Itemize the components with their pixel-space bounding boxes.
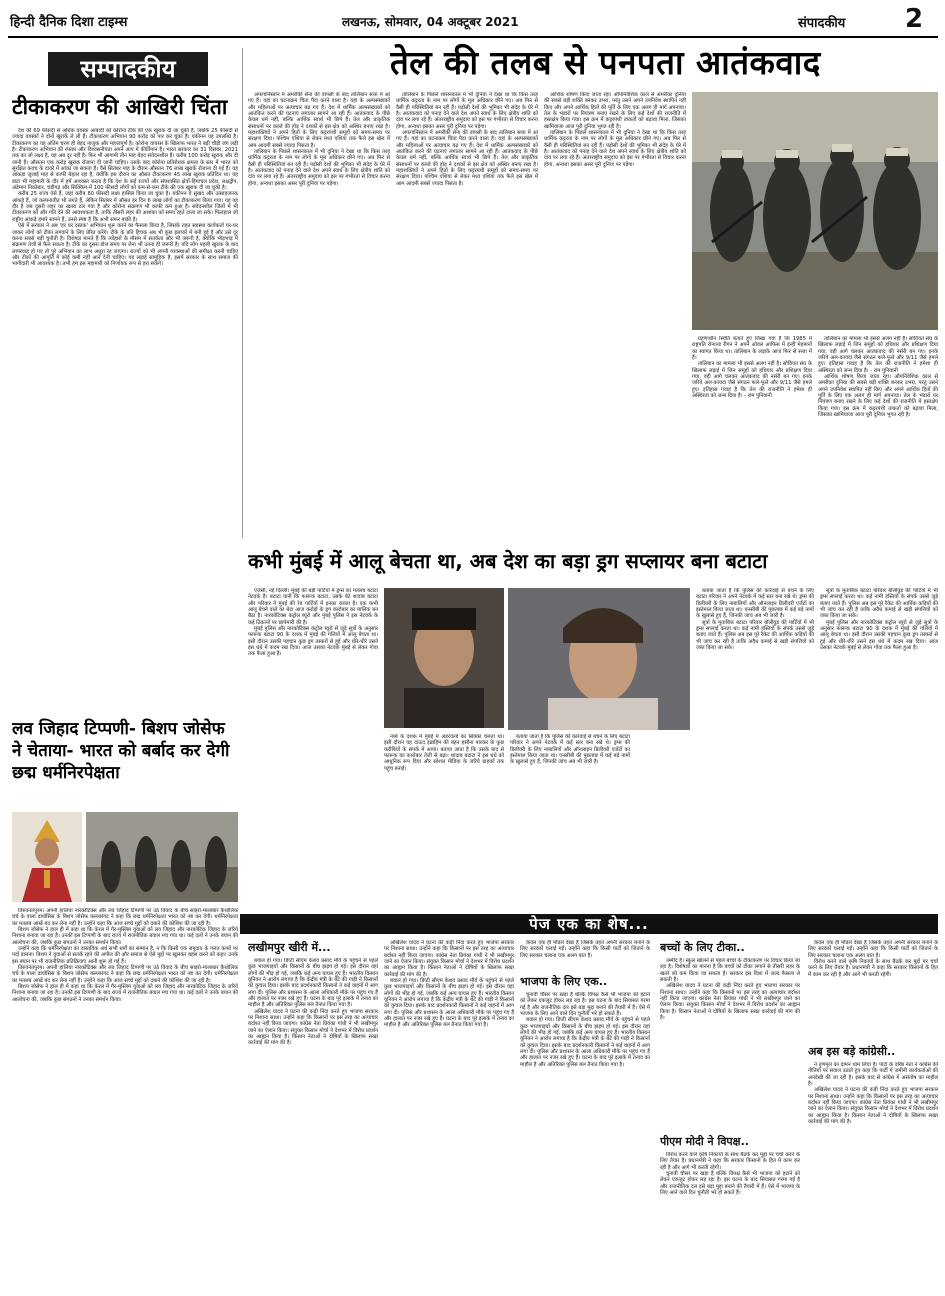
terror-column-2 [396, 92, 538, 535]
terror-photo-caption: ग्रहणाधीन स्थिति बताते हुए लिखा गया है कि 1985 में राष्ट्रपति रोनाल्ड रीगन ने अपने ओवल आफिस में इन्हीं मेहमानों का स्वागत किया था। तालिबान के लड़ाके आज फिर से सत्ता में हैं। [692, 336, 812, 362]
lakhimpur-paragraph: अखिलेश यादव ने घटना की कड़ी निंदा करते हुए भाजपा सरकार पर निशाना साधा। उन्होंने कहा कि किसानों पर इस तरह का अत्याचार बर्दाश्त नहीं किया जाएगा। कांग्रेस नेता प्रियंका गांधी ने भी लखीमपुर जाने का ऐलान किया। संयुक्त किसान मोर्चा ने देशभर में विरोध प्रदर्शन का आह्वान किया है। किसान नेताओं ने दोषियों के खिलाफ सख्त कार्रवाई की मांग की है। [248, 1008, 378, 1047]
children-vaccine-subhead: बच्चों के लिए टीका.. [660, 941, 745, 954]
terror-paragraph: अफगानिस्तान में अमरीकी सेना की वापसी के बाद तालिबान सत्ता में आ गए हैं। यहां का घटनाक्रम चिंता पैदा करने वाला है। यहां के अल्पसंख्यकों और महिलाओं पर अत्याचार बढ़ गए हैं। देश में धार्मिक अल्पसंख्यकों को आतंकित करने की घटनाएं लगातार सामने आ रही हैं। आतंकवाद के पीछे केवल धर्म नहीं, बल्कि आर्थिक स्वार्थ भी छिपे हैं। तेल और प्राकृतिक संसाधनों पर कब्जे की होड़ ने दशकों से इस क्षेत्र को अस्थिर बनाए रखा है। महाशक्तियों ने अपने हितों के लिए कट्टरपंथी समूहों को समय-समय पर संरक्षण दिया। पश्चिम एशिया से लेकर मध्य एशिया तक फैले इस खेल में आम आदमी सबसे ज्यादा पिसता है। [248, 92, 390, 149]
accused-photo-right [508, 588, 690, 730]
drug-headline: कभी मुंबई में आलू बेचता था, अब देश का बड़ा ड्रग सप्लायर बना बटाटा [248, 549, 768, 573]
lakhimpur-paragraph: बवाल हो गया। डिप्टी सीएम केशव प्रसाद मौर्य के पहुंचने से पहले कुछ भाजपाइयों और किसानों के बीच झड़प हो गई। इस दौरान वहां लोगों की भीड़ हो गई, जबकि कई अन्य घायल हुए हैं। भारतीय किसान यूनियन ने आरोप लगाया है कि केंद्रीय मंत्री के बेटे की गाड़ी ने किसानों को कुचल दिया। इसके बाद प्रदर्शनकारी किसानों ने कई वाहनों में आग लगा दी। पुलिस और प्रशासन के आला अधिकारी मौके पर पहुंच गए हैं और हालात पर नजर रखे हुए हैं। घटना के बाद पूरे इलाके में तनाव का माहौल है और अतिरिक्त पुलिस बल तैनात किया गया है। [248, 958, 378, 1009]
page-number: 2 [905, 6, 924, 34]
love-jihad-headline: लव जिहाद टिप्पणी- बिशप जोसेफ ने चेताया- भारत को बर्बाद कर देगी छद्म धर्मनिरपेक्षता [12, 719, 230, 783]
drug-paragraph: सूत्रों के मुताबिक बटाटा परिवार बॉलीवुड की पार्टियों में भी ड्रग्स सप्लाई करता था। कई नामी हस्तियों के संपर्क उससे जुड़े बताए जाते हैं। पुलिस अब इस पूरे रैकेट की आर्थिक कड़ियों की भी जांच कर रही है ताकि अवैध कमाई से खड़ी संपत्तियों को जब्त किया जा सके। [696, 619, 814, 652]
drug-column-4 [696, 588, 814, 908]
terror-headline: तेल की तलब से पनपता आतंकवाद [390, 43, 821, 82]
terror-paragraph: तालिबान के पिछले शासनकाल में भी दुनिया ने देखा था कि किस तरह धार्मिक कट्टरता के नाम पर लोगों के मूल अधिकार छीने गए। अब फिर से वैसी ही परिस्थितियां बन रही हैं। पड़ोसी देशों की भूमिका भी संदेह के घेरे में है। आतंकवाद को पनाह देने वाले देश अपने स्वार्थ के लिए क्षेत्रीय शांति को दांव पर लगा रहे हैं। अंतरराष्ट्रीय समुदाय को इस पर गंभीरता से विचार करना होगा, अन्यथा इसका असर पूरी दुनिया पर पड़ेगा। [544, 130, 686, 168]
love-jihad-paragraph: तिरुवनंतपुरम। अपनी हालिया नारकोटिक्स और लव जिहाद टिप्पणी पर उठे विवाद के बीच साइरो-मालाबार कैथोलिक चर्च के पाला डायोसिस के बिशप जोसेफ कल्लारंगट ने कहा कि छद्म धर्मनिरपेक्षता भारत को नष्ट कर देगी। धर्मनिरपेक्षता का मतलब आंखें बंद कर लेना नहीं है। उन्होंने कहा कि आज सच्चे मुद्दों को दबाने की कोशिश की जा रही है। [12, 965, 238, 984]
pm-modi-body [660, 1152, 800, 1288]
editorial-body [12, 128, 238, 710]
section-label: संपादकीय [798, 16, 846, 31]
terror-column-4 [692, 336, 812, 536]
love-jihad-paragraph: उन्होंने कहा कि धर्मनिरपेक्षता का वास्तविक अर्थ सभी धर्मों का सम्मान है, न कि किसी एक समुदाय के गलत कामों पर पर्दा डालना। बिशप ने युवाओं से सतर्क रहने की अपील की और समाज से ऐसे मुद्दों पर खुलकर बहस करने को कहा। उनके इस बयान पर भी राजनीतिक प्रतिक्रियाएं आनी शुरू हो गई हैं। [12, 946, 238, 965]
children-vaccine-paragraph: उम्मीद है। स्कूल खोलने से पहले बच्चों के टीकाकरण पर विचार किया जा रहा है। विशेषज्ञों का मानना है कि बच्चों को टीका लगाने से तीसरी लहर के खतरे को कम किया जा सकता है। सरकार इस दिशा में जल्द फैसला ले सकती है। [660, 958, 800, 984]
bjp-paragraph: चुनावी चौसर पर खड़ा है बल्कि विपक्ष कैसे भी भाजपा को हटाने को लेकर एकजुट होकर लड़ रहा है। इस घटना के बाद सियासत गरमा गई है और राजनीतिक दल इसे बड़ा मुद्दा बनाने की तैयारी में हैं। ऐसे में भाजपा के लिए आने वाले दिन चुनौती भरे हो सकते हैं। [520, 992, 650, 1018]
photo-illustration [692, 92, 938, 330]
continued-section-bar: पेज एक का शेष... [240, 914, 938, 934]
bjp-paragraph: बवाल हो गया। डिप्टी सीएम केशव प्रसाद मौर्य के पहुंचने से पहले कुछ भाजपाइयों और किसानों के बीच झड़प हो गई। इस दौरान वहां लोगों की भीड़ हो गई, जबकि कई अन्य घायल हुए हैं। भारतीय किसान यूनियन ने आरोप लगाया है कि केंद्रीय मंत्री के बेटे की गाड़ी ने किसानों को कुचल दिया। इसके बाद प्रदर्शनकारी किसानों ने कई वाहनों में आग लगा दी। पुलिस और प्रशासन के आला अधिकारी मौके पर पहुंच गए हैं और हालात पर नजर रखे हुए हैं। घटना के बाद पूरे इलाके में तनाव का माहौल है और अतिरिक्त पुलिस बल तैनात किया गया है। [520, 1017, 650, 1068]
terror-paragraph: तालिबान के पिछले शासनकाल में भी दुनिया ने देखा था कि किस तरह धार्मिक कट्टरता के नाम पर लोगों के मूल अधिकार छीने गए। अब फिर से वैसी ही परिस्थितियां बन रही हैं। पड़ोसी देशों की भूमिका भी संदेह के घेरे में है। आतंकवाद को पनाह देने वाले देश अपने स्वार्थ के लिए क्षेत्रीय शांति को दांव पर लगा रहे हैं। अंतरराष्ट्रीय समुदाय को इस पर गंभीरता से विचार करना होगा, अन्यथा इसका असर पूरी दुनिया पर पड़ेगा। [248, 149, 390, 187]
drug-paragraph: बताया जाता है कि पुलिस की कार्रवाई से बचने के लिए बटाटा परिवार ने अपने नेटवर्क में कई स्तर बना रखे थे। ड्रग्स की डिलीवरी के लिए नाबालिगों और ऑनलाइन डिलीवरी एजेंटों का इस्तेमाल किया जाता था। एनसीबी की पूछताछ में कई बड़े नामों के खुलासे हुए हैं, जिनकी जांच अब भी जारी है। [696, 588, 814, 620]
terror-paragraph: तालिबान के पिछले शासनकाल में भी दुनिया ने देखा था कि किस तरह धार्मिक कट्टरता के नाम पर लोगों के मूल अधिकार छीने गए। अब फिर से वैसी ही परिस्थितियां बन रही हैं। पड़ोसी देशों की भूमिका भी संदेह के घेरे में है। आतंकवाद को पनाह देने वाले देश अपने स्वार्थ के लिए क्षेत्रीय शांति को दांव पर लगा रहे हैं। अंतरराष्ट्रीय समुदाय को इस पर गंभीरता से विचार करना होगा, अन्यथा इसका असर पूरी दुनिया पर पड़ेगा। [396, 92, 538, 130]
bishop-photo [12, 812, 82, 902]
drug-paragraph: सूत्रों के मुताबिक बटाटा परिवार बॉलीवुड की पार्टियों में भी ड्रग्स सप्लाई करता था। कई नामी हस्तियों के संपर्क उससे जुड़े बताए जाते हैं। पुलिस अब इस पूरे रैकेट की आर्थिक कड़ियों की भी जांच कर रही है ताकि अवैध कमाई से खड़ी संपत्तियों को जब्त किया जा सके। [820, 588, 938, 620]
continued-paragraph: अखिलेश यादव ने घटना की कड़ी निंदा करते हुए भाजपा सरकार पर निशाना साधा। उन्होंने कहा कि किसानों पर इस तरह का अत्याचार बर्दाश्त नहीं किया जाएगा। कांग्रेस नेता प्रियंका गांधी ने भी लखीमपुर जाने का ऐलान किया। संयुक्त किसान मोर्चा ने देशभर में विरोध प्रदर्शन का आह्वान किया है। किसान नेताओं ने दोषियों के खिलाफ सख्त कार्रवाई की मांग की है। [384, 940, 514, 978]
terror-column-5 [818, 336, 938, 536]
continued-paragraph: केवल एक ही मॉडल देखा है जिसके तहत अपनी सरकार बनाने के लिए सरकारें चलाई गईं। उन्होंने कहा कि किसी पार्टी को जिताने के लिए सरकार चलाना एक अलग बात है। [808, 940, 938, 959]
congress-paragraph: अखिलेश यादव ने घटना की कड़ी निंदा करते हुए भाजपा सरकार पर निशाना साधा। उन्होंने कहा कि किसानों पर इस तरह का अत्याचार बर्दाश्त नहीं किया जाएगा। कांग्रेस नेता प्रियंका गांधी ने भी लखीमपुर जाने का ऐलान किया। संयुक्त किसान मोर्चा ने देशभर में विरोध प्रदर्शन का आह्वान किया है। किसान नेताओं ने दोषियों के खिलाफ सख्त कार्रवाई की मांग की है। [808, 1087, 938, 1126]
accused-photo-left [384, 588, 504, 728]
congress-paragraph: ने तृणमूल का दामन थाम लिया है। पार्टी के वरिष्ठ नेता ने कांग्रेस की नीतियों पर सवाल उठाते हुए कहा कि पार्टी में जमीनी कार्यकर्ताओं की अनदेखी की जा रही है। इसके बाद से कांग्रेस में असंतोष का माहौल है। [808, 1062, 938, 1088]
column-divider [242, 48, 243, 538]
crowd-photo [86, 812, 238, 902]
bishop-illustration [12, 812, 82, 902]
continued-column-3-top [520, 940, 650, 970]
terror-column-1 [248, 92, 390, 535]
dateline: लखनऊ, सोमवार, 04 अक्टूबर 2021 [342, 15, 519, 29]
children-vaccine-paragraph: अखिलेश यादव ने घटना की कड़ी निंदा करते हुए भाजपा सरकार पर निशाना साधा। उन्होंने कहा कि किसानों पर इस तरह का अत्याचार बर्दाश्त नहीं किया जाएगा। कांग्रेस नेता प्रियंका गांधी ने भी लखीमपुर जाने का ऐलान किया। संयुक्त किसान मोर्चा ने देशभर में विरोध प्रदर्शन का आह्वान किया है। किसान नेताओं ने दोषियों के खिलाफ सख्त कार्रवाई की मांग की है। [660, 983, 800, 1022]
love-jihad-body [12, 908, 238, 1288]
terror-paragraph: अफगानिस्तान में अमरीकी सेना की वापसी के बाद तालिबान सत्ता में आ गए हैं। यहां का घटनाक्रम चिंता पैदा करने वाला है। यहां के अल्पसंख्यकों और महिलाओं पर अत्याचार बढ़ गए हैं। देश में धार्मिक अल्पसंख्यकों को आतंकित करने की घटनाएं लगातार सामने आ रही हैं। आतंकवाद के पीछे केवल धर्म नहीं, बल्कि आर्थिक स्वार्थ भी छिपे हैं। तेल और प्राकृतिक संसाधनों पर कब्जे की होड़ ने दशकों से इस क्षेत्र को अस्थिर बनाए रखा है। महाशक्तियों ने अपने हितों के लिए कट्टरपंथी समूहों को समय-समय पर संरक्षण दिया। पश्चिम एशिया से लेकर मध्य एशिया तक फैले इस खेल में आम आदमी सबसे ज्यादा पिसता है। [396, 130, 538, 187]
bjp-body [520, 992, 650, 1288]
love-jihad-paragraph: बिशप जोसेफ ने हाल ही में कहा था कि केरल में गैर-मुस्लिम युवाओं को लव जिहाद और नारकोटिक जिहाद के जरिये निशाना बनाया जा रहा है। उनकी इस टिप्पणी के बाद राज्य में राजनीतिक बवाल मच गया था। कई दलों ने उनके बयान की आलोचना की, जबकि कुछ संगठनों ने उनका समर्थन किया। [12, 927, 238, 946]
drug-paragraph: बताया जाता है कि पुलिस की कार्रवाई से बचने के लिए बटाटा परिवार ने अपने नेटवर्क में कई स्तर बना रखे थे। ड्रग्स की डिलीवरी के लिए नाबालिगों और ऑनलाइन डिलीवरी एजेंटों का इस्तेमाल किया जाता था। एनसीबी की पूछताछ में कई बड़े नामों के खुलासे हुए हैं, जिनकी जांच अब भी जारी है। [510, 734, 630, 766]
drug-column-5 [820, 588, 938, 908]
continued-paragraph: केवल एक ही मॉडल देखा है जिसके तहत अपनी सरकार बनाने के लिए सरकारें चलाई गईं। उन्होंने कहा कि किसी पार्टी को जिताने के लिए सरकार चलाना एक अलग बात है। [520, 940, 650, 959]
children-vaccine-body [660, 958, 800, 1128]
portrait-illustration [508, 588, 690, 730]
terror-paragraph: तालिबान का मामला भी इससे अलग नहीं है। सोवियत संघ के खिलाफ लड़ाई में जिन समूहों को हथियार और प्रशिक्षण दिया गया, वही आगे चलकर आतंकवाद की नर्सरी बन गए। इनके जरिये अल-कायदा जैसे संगठन फले-फूले और 9/11 जैसे हमले हुए। इतिहास गवाह है कि तेल की राजनीति ने हमेशा ही अस्थिरता को जन्म दिया है। - राम पुनियानी [818, 336, 938, 374]
terror-column-3 [544, 92, 686, 535]
masthead [8, 6, 938, 38]
taliban-fighters-photo [692, 92, 938, 330]
congress-body [808, 1062, 938, 1288]
editorial-banner: सम्पादकीय [48, 52, 208, 86]
continued-column-5-top [808, 940, 938, 1038]
drug-column-3 [510, 734, 630, 908]
continued-paragraph: बवाल हो गया। डिप्टी सीएम केशव प्रसाद मौर्य के पहुंचने से पहले कुछ भाजपाइयों और किसानों के बीच झड़प हो गई। इस दौरान वहां लोगों की भीड़ हो गई, जबकि कई अन्य घायल हुए हैं। भारतीय किसान यूनियन ने आरोप लगाया है कि केंद्रीय मंत्री के बेटे की गाड़ी ने किसानों को कुचल दिया। इसके बाद प्रदर्शनकारी किसानों ने कई वाहनों में आग लगा दी। पुलिस और प्रशासन के आला अधिकारी मौके पर पहुंच गए हैं और हालात पर नजर रखे हुए हैं। घटना के बाद पूरे इलाके में तनाव का माहौल है और अतिरिक्त पुलिस बल तैनात किया गया है। [384, 978, 514, 1029]
lakhimpur-subhead: लखीमपुर खीरी में... [248, 941, 331, 954]
terror-paragraph: आर्थिक शोषण किया जाता रहा। औपनिवेशिक काल से अमरीका दुनिया की सबसे बड़ी शक्ति बनकर उभरा, परंतु उसने अपने उपनिवेश स्थापित नहीं किए और अपने आर्थिक हितों की पूर्ति के लिए एक अलग ही मार्ग अपनाया। तेल के भंडारों पर नियंत्रण बनाए रखने के लिए कई देशों की राजनीति में हस्तक्षेप किया गया। इस क्रम में कट्टरपंथी ताकतों को बढ़ावा मिला, जिसका खामियाजा आज पूरी दुनिया भुगत रही है। [544, 92, 686, 130]
drug-paragraph: एजेंसी, नई दिल्ली। मुंबई की बड़ी पार्टियों में ड्रग्स का मतलब बटाटा नेटवर्क है। बटाटा यानी कि फारूक बटाटा, उसके बेटे शादाब बटाटा और परिवार ने मुंबई की रेव पार्टियों में इनका कब्जा है। एक कभी आलू बेचने वाले का बेटा आज करोड़ों के ड्रग कारोबार का मालिक बन बैठा है। नारकोटिक्स कंट्रोल ब्यूरो और मुंबई पुलिस ने इस नेटवर्क के कई ठिकानों पर छापेमारी की है। [248, 588, 378, 626]
lakhimpur-body [248, 958, 378, 1288]
continued-paragraph: विरोध करने वाले कृषि निकायों के साथ बैठकें कर मुद्दों पर चर्चा करने के लिए तैयार है। प्रधानमंत्री ने कहा कि सरकार किसानों के हित में काम कर रही है और आगे भी करती रहेगी। [808, 959, 938, 978]
editorial-paragraph: ऐसे में सरकार ने अब 'हर घर दस्तक' अभियान शुरू करने का फैसला किया है, जिसके तहत स्वास्थ्य कार्यकर्ता घर-घर जाकर लोगों को टीका लगवाने के लिए प्रेरित करेंगे। टीके के प्रति हिचक अब भी कुछ इलाकों में बनी हुई है और उसे दूर करना सबसे बड़ी चुनौती है। विशेषज्ञ मानते हैं कि त्योहारों के मौसम में सतर्कता और भी जरूरी है, क्योंकि भीड़भाड़ में संक्रमण तेजी से फैल सकता है। टीके का दूसरा डोज समय पर लेना भी उतना ही जरूरी है। यदि लोग पहली खुराक के बाद लापरवाह हो गए तो पूरे अभियान का लाभ अधूरा रह जाएगा। राज्यों को भी अपनी व्यवस्थाओं की समीक्षा करनी चाहिए और टीकों की आपूर्ति में कोई कमी नहीं आने देनी चाहिए। यह लड़ाई सामूहिक है, इसमें सरकार के साथ समाज की भागीदारी भी आवश्यक है। तभी हम इस महामारी को निर्णायक रूप से हरा सकेंगे। [12, 223, 238, 268]
pm-modi-paragraph: चुनावी चौसर पर खड़ा है बल्कि विपक्ष कैसे भी भाजपा को हटाने को लेकर एकजुट होकर लड़ रहा है। इस घटना के बाद सियासत गरमा गई है और राजनीतिक दल इसे बड़ा मुद्दा बनाने की तैयारी में हैं। ऐसे में भाजपा के लिए आने वाले दिन चुनौती भरे हो सकते हैं। [660, 1171, 800, 1197]
drug-column-2 [384, 734, 504, 908]
crowd-illustration [86, 812, 238, 902]
drug-paragraph: नब्बे के दशक में मुंबई में अंडरवर्ल्ड का सिक्का चलता था। इसी दौरान यह दाऊद इब्राहिम की बहन हसीना पारकर के कुछ करीबियों के संपर्क में आया। बताया जाता है कि उसके बाद से फारूक का कारोबार तेजी से बढ़ा। शादाब बटाटा ने इस धंधे को आधुनिक रूप दिया और सोशल मीडिया के जरिये ग्राहकों तक पहुंच बनाई। [384, 734, 504, 772]
editorial-paragraph: करीब 25 राज्य ऐसे हैं, जहां करीब 80 फीसदी लक्ष्य हासिल किया जा चुका है। यकीनन ये सुखद और उत्साहजनक आंकड़े हैं, जो कल्पनातीत भी लगते हैं, लेकिन सितंबर में औसत हर दिन 6 लाख लोगों का टीकाकरण किया गया। यह वह दौर है जब दूसरी लहर का खतरा टल गया है और कोरोना संक्रमण भी काफी कम हुआ है। संवेदनशील जिलों में भी टीकाकरण को और गति देने की आवश्यकता है, ताकि तीसरी लहर की आशंका को समय रहते टाला जा सके। फिलहाल जो राष्ट्रीय आंकड़े हमारे सामने हैं, उनसे स्पष्ट है कि अभी सफर बाकी है। [12, 191, 238, 223]
drug-paragraph: मुंबई पुलिस और नारकोटिक्स कंट्रोल ब्यूरो से जुड़े सूत्रों के अनुसार फारूक बटाटा 90 के दशक में मुंबई की गलियों में आलू बेचता था। इसी दौरान उसकी पहचान कुछ ड्रग तस्करों से हुई और धीरे-धीरे उसने इस धंधे में कदम रख दिया। आज उसका नेटवर्क मुंबई से लेकर गोवा तक फैला हुआ है। [248, 626, 378, 658]
love-jihad-paragraph: बिशप जोसेफ ने हाल ही में कहा था कि केरल में गैर-मुस्लिम युवाओं को लव जिहाद और नारकोटिक जिहाद के जरिये निशाना बनाया जा रहा है। उनकी इस टिप्पणी के बाद राज्य में राजनीतिक बवाल मच गया था। कई दलों ने उनके बयान की आलोचना की, जबकि कुछ संगठनों ने उनका समर्थन किया। [12, 984, 238, 1003]
love-jihad-paragraph: तिरुवनंतपुरम। अपनी हालिया नारकोटिक्स और लव जिहाद टिप्पणी पर उठे विवाद के बीच साइरो-मालाबार कैथोलिक चर्च के पाला डायोसिस के बिशप जोसेफ कल्लारंगट ने कहा कि छद्म धर्मनिरपेक्षता भारत को नष्ट कर देगी। धर्मनिरपेक्षता का मतलब आंखें बंद कर लेना नहीं है। उन्होंने कहा कि आज सच्चे मुद्दों को दबाने की कोशिश की जा रही है। [12, 908, 238, 927]
editorial-paragraph: देश की 69 फीसदी से अधिक वयस्क आबादी को कोरोना टीके की एक खुराक दी जा चुकी है, जबकि 25 फीसदी से ज्यादा वयस्कों ने दोनों खुराकें ले ली हैं। टीकाकरण अभियान 90 करोड़ को पार कर चुका है। यकीनन यह उपलब्धि है। टीकाकरण का यह अंतिम चरण ही बेहद नाजुक और महत्त्वपूर्ण है। कोरोना वायरस के खिलाफ भारत ने बड़ी चौड़ी जंग लड़ी है। टीकाकरण अभियान की रफ्तार और विश्वसनीयता अपने आप में कीर्तिमान है। भारत सरकार का 31 दिसंबर, 2021 तक का जो लक्ष्य है, वह अब दूर नहीं है। फिर भी आगामी तीन माह बेहद संवेदनशील हैं। करीब 100 करोड़ खुराक और दी जानी हैं। औसतन एक करोड़ खुराक रोजाना दी जानी चाहिए। उसके बाद कोरोना प्रतिरोधक क्षमता के स्तर में भारत को सुरक्षित कवच के दायरे में आंका जा सकता है। वैसे सितंबर माह के दौरान औसतन 76 लाख खुराकें रोजाना दी गई हैं। यह आंकड़ा जुलाई माह से काफी बेहतर रहा है, क्योंकि इस दौरान का औसत टीकाकरण 45 लाख खुराक प्रतिदिन था। यह डाटा भी महामारी के दौर में हमें आश्वस्त करता है कि देश के कई राज्यों और संघशासित क्षेत्रों-हिमाचल प्रदेश, लक्षद्वीप, अंडेमान निकोबार, चंडीगढ़ और सिक्किम-में 100 फीसदी लोगों को कम-से-कम टीके की एक खुराक दी जा चुकी है। [12, 128, 238, 192]
congress-subhead: अब इस बड़े कांग्रेसी.. [808, 1045, 896, 1058]
drug-paragraph: मुंबई पुलिस और नारकोटिक्स कंट्रोल ब्यूरो से जुड़े सूत्रों के अनुसार फारूक बटाटा 90 के दशक में मुंबई की गलियों में आलू बेचता था। इसी दौरान उसकी पहचान कुछ ड्रग तस्करों से हुई और धीरे-धीरे उसने इस धंधे में कदम रख दिया। आज उसका नेटवर्क मुंबई से लेकर गोवा तक फैला हुआ है। [820, 619, 938, 652]
editorial-headline: टीकाकरण की आखिरी चिंता [12, 95, 228, 119]
paper-name: हिन्दी दैनिक दिशा टाइम्स [10, 15, 128, 30]
portrait-illustration [384, 588, 504, 728]
terror-paragraph: तालिबान का मामला भी इससे अलग नहीं है। सोवियत संघ के खिलाफ लड़ाई में जिन समूहों को हथियार और प्रशिक्षण दिया गया, वही आगे चलकर आतंकवाद की नर्सरी बन गए। इनके जरिये अल-कायदा जैसे संगठन फले-फूले और 9/11 जैसे हमले हुए। इतिहास गवाह है कि तेल की राजनीति ने हमेशा ही अस्थिरता को जन्म दिया है। - राम पुनियानी [692, 361, 812, 400]
drug-column-1 [248, 588, 378, 908]
pm-modi-paragraph: विरोध करने वाले कृषि निकायों के साथ बैठकें कर मुद्दों पर चर्चा करने के लिए तैयार है। प्रधानमंत्री ने कहा कि सरकार किसानों के हित में काम कर रही है और आगे भी करती रहेगी। [660, 1152, 800, 1171]
continued-column-2 [384, 940, 514, 1288]
pm-modi-subhead: पीएम मोदी ने विपक्ष.. [660, 1135, 749, 1148]
bjp-subhead: भाजपा के लिए एक.. [520, 975, 608, 988]
terror-paragraph: आर्थिक शोषण किया जाता रहा। औपनिवेशिक काल से अमरीका दुनिया की सबसे बड़ी शक्ति बनकर उभरा, परंतु उसने अपने उपनिवेश स्थापित नहीं किए और अपने आर्थिक हितों की पूर्ति के लिए एक अलग ही मार्ग अपनाया। तेल के भंडारों पर नियंत्रण बनाए रखने के लिए कई देशों की राजनीति में हस्तक्षेप किया गया। इस क्रम में कट्टरपंथी ताकतों को बढ़ावा मिला, जिसका खामियाजा आज पूरी दुनिया भुगत रही है। [818, 374, 938, 419]
